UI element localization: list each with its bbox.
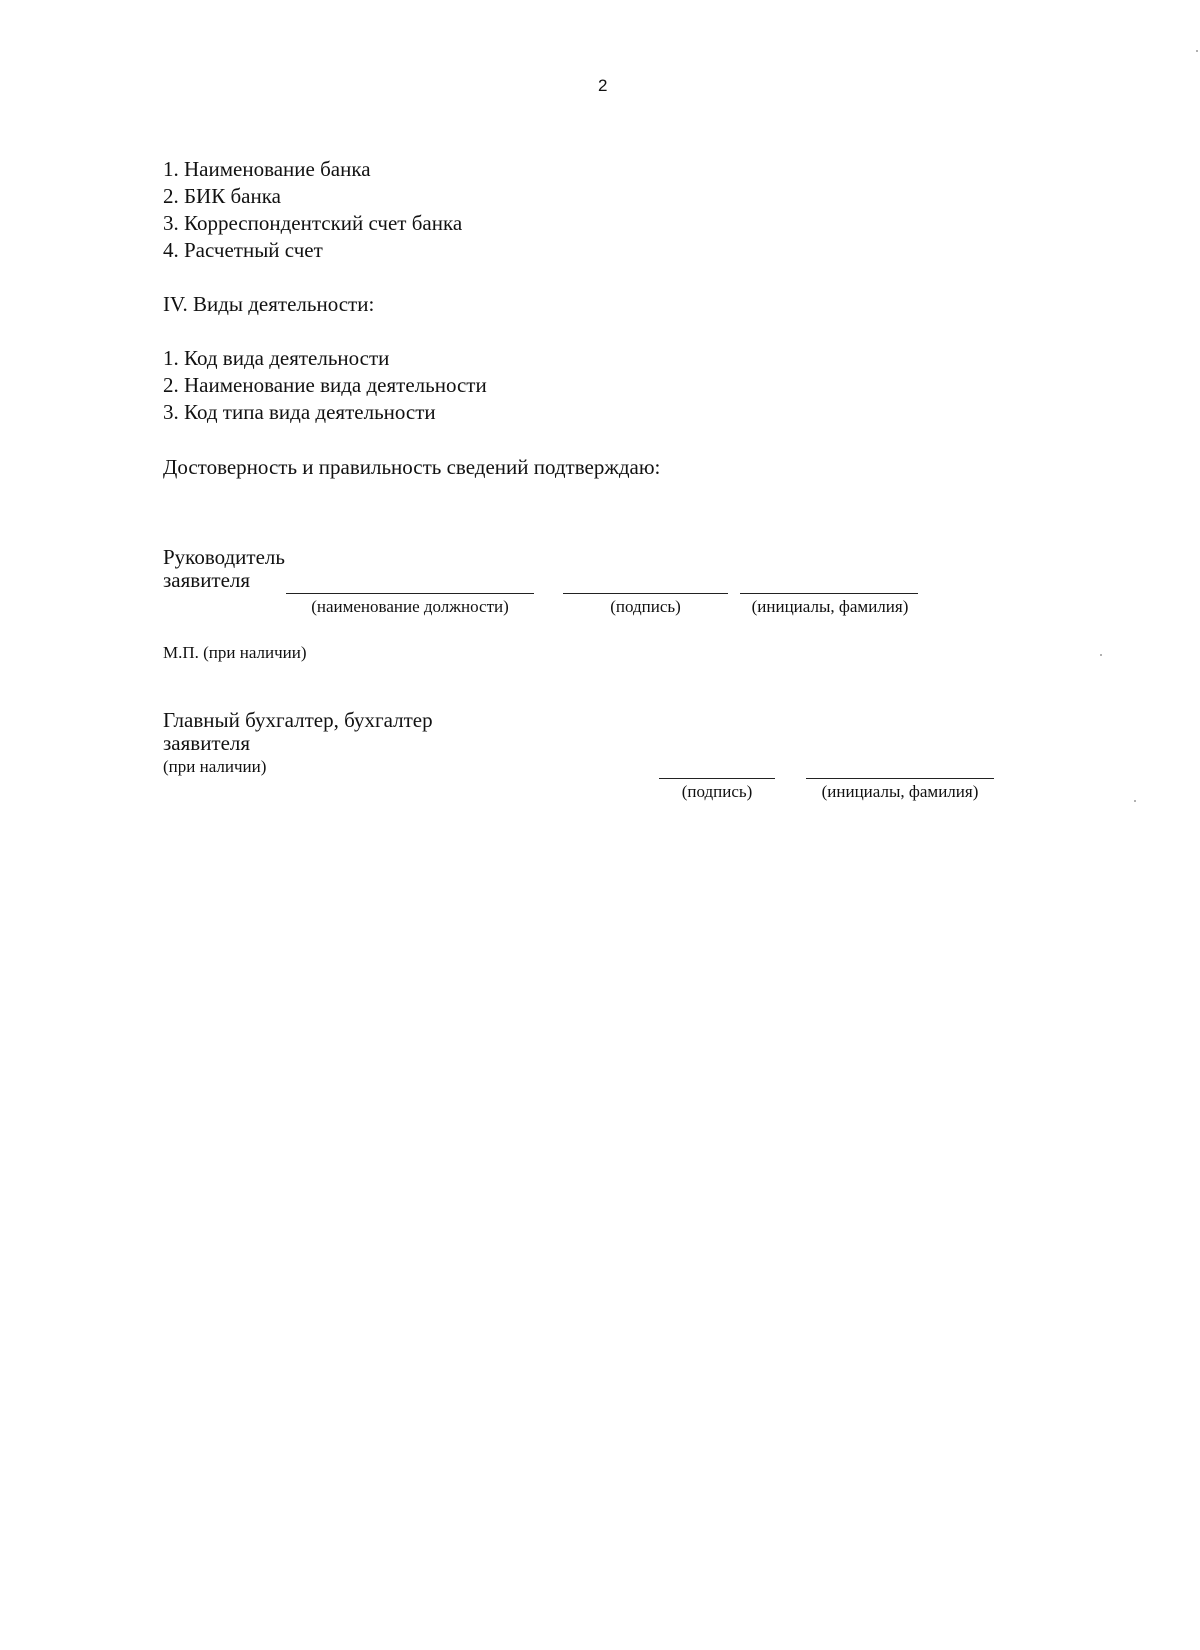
seal-note: М.П. (при наличии) xyxy=(163,643,307,662)
accountant-name-caption: (инициалы, фамилия) xyxy=(821,782,979,801)
position-signature-line xyxy=(286,593,534,594)
accountant-signature-line xyxy=(659,778,775,779)
head-title-line2: заявителя xyxy=(163,568,251,592)
accountant-title-line2: заявителя xyxy=(163,731,251,755)
list-item: 2. БИК банка xyxy=(163,184,281,208)
confirmation-statement: Достоверность и правильность сведений подтверждаю: xyxy=(163,455,661,479)
list-item: 2. Наименование вида деятельности xyxy=(163,373,487,397)
scan-speck xyxy=(1100,654,1102,656)
list-item: 4. Расчетный счет xyxy=(163,238,323,262)
head-signature-line xyxy=(563,593,728,594)
activities-list xyxy=(163,345,487,426)
bank-details-list xyxy=(163,156,462,264)
accountant-title-line1: Главный бухгалтер, бухгалтер xyxy=(163,708,433,732)
accountant-name-signature-line xyxy=(806,778,994,779)
position-caption: (наименование должности) xyxy=(311,597,509,616)
scan-speck xyxy=(1134,800,1136,802)
list-item: 1. Код вида деятельности xyxy=(163,346,390,370)
accountant-title-line3: (при наличии) xyxy=(163,757,267,776)
head-name-caption: (инициалы, фамилия) xyxy=(751,597,909,616)
page-number: 2 xyxy=(598,76,608,95)
head-signature-caption: (подпись) xyxy=(610,597,681,616)
accountant-signature-caption: (подпись) xyxy=(681,782,753,801)
section-heading-activities: IV. Виды деятельности: xyxy=(163,292,375,316)
list-item: 1. Наименование банка xyxy=(163,157,371,181)
list-item: 3. Код типа вида деятельности xyxy=(163,400,436,424)
list-item: 3. Корреспондентский счет банка xyxy=(163,211,463,235)
head-name-signature-line xyxy=(740,593,918,594)
scan-speck xyxy=(1196,50,1198,52)
head-title-line1: Руководитель xyxy=(163,545,285,569)
